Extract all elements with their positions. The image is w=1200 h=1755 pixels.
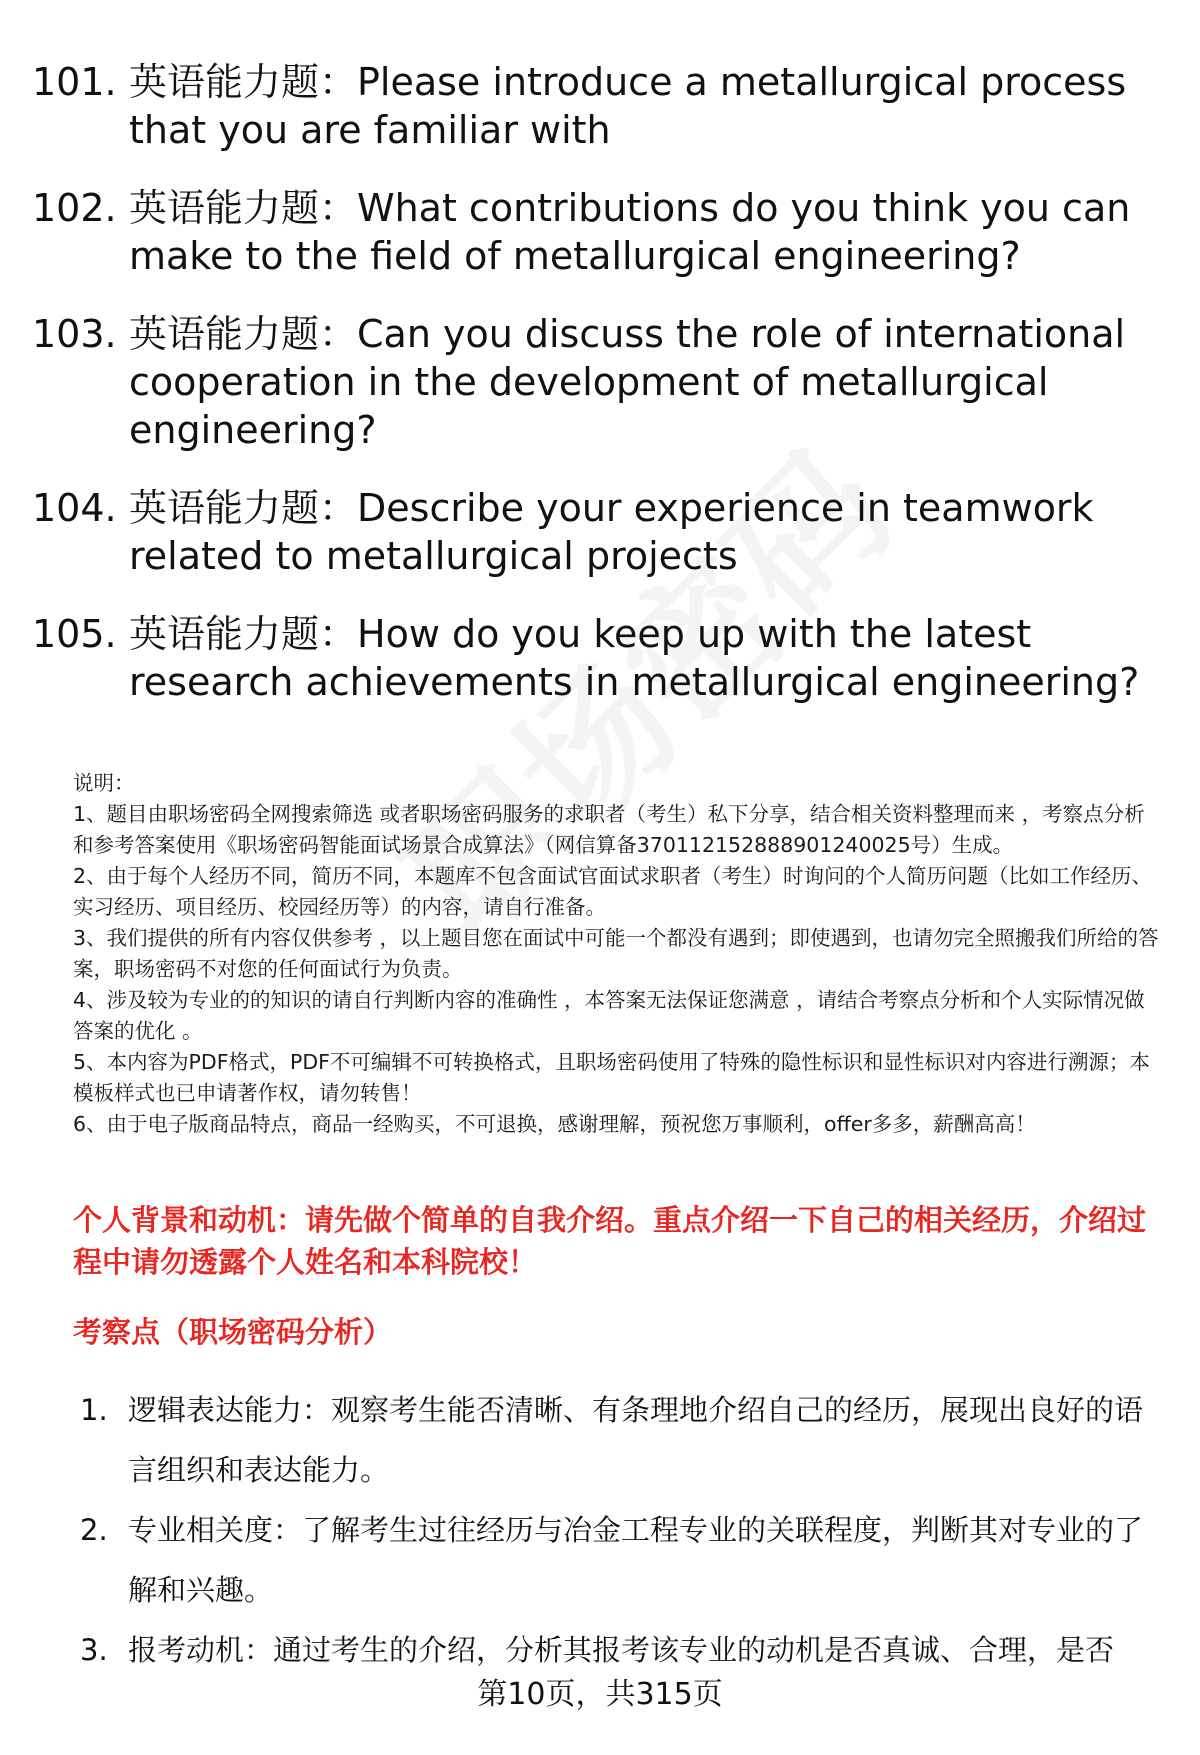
note-item: 5、本内容为PDF格式，PDF不可编辑不可转换格式，且职场密码使用了特殊的隐性标识和显性标识对内容进行溯源；本模板样式也已申请著作权，请勿转售！ xyxy=(73,1050,1150,1105)
question-item xyxy=(32,610,1172,706)
question-item xyxy=(32,58,1172,154)
key-points-heading: 考察点（职场密码分析） xyxy=(73,1315,393,1349)
question-number: 104. xyxy=(32,486,117,530)
question-number: 102. xyxy=(32,186,117,230)
question-text: 英语能力题：Describe your experience in teamwork related to metallurgical projects xyxy=(129,486,1094,578)
question-item xyxy=(32,484,1172,580)
key-point-number: 3. xyxy=(80,1633,108,1667)
question-number: 101. xyxy=(32,60,117,104)
key-point-number: 1. xyxy=(80,1393,108,1427)
question-text: 英语能力题：Please introduce a metallurgical process that you are familiar with xyxy=(129,60,1127,152)
key-point-item xyxy=(80,1620,1170,1680)
question-item xyxy=(32,184,1172,280)
note-item: 3、我们提供的所有内容仅供参考 ，以上题目您在面试中可能一个都没有遇到；即使遇到，也请勿完全照搬我们所给的答案，职场密码不对您的任何面试行为负责。 xyxy=(73,926,1159,981)
question-number: 103. xyxy=(32,312,117,356)
question-number: 105. xyxy=(32,612,117,656)
key-point-number: 2. xyxy=(80,1513,108,1547)
question-text: 英语能力题：Can you discuss the role of international cooperation in the development of metallurgical engineering? xyxy=(129,312,1126,452)
question-text: 英语能力题：How do you keep up with the latest research achievements in metallurgical engineering? xyxy=(129,612,1140,704)
key-points-list xyxy=(80,1380,1170,1680)
key-point-item xyxy=(80,1500,1170,1620)
question-list xyxy=(32,58,1172,736)
note-item: 2、由于每个人经历不同，简历不同，本题库不包含面试官面试求职者（考生）时询问的个人简历问题（比如工作经历、实习经历、项目经历、校园经历等）的内容，请自行准备。 xyxy=(73,864,1153,919)
question-item xyxy=(32,310,1172,454)
key-point-text: 报考动机：通过考生的介绍，分析其报考该专业的动机是否真诚、合理，是否 xyxy=(128,1633,1115,1667)
key-point-text: 专业相关度：了解考生过往经历与冶金工程专业的关联程度，判断其对专业的了解和兴趣。 xyxy=(128,1513,1144,1607)
question-text: 英语能力题：What contributions do you think you can make to the field of metallurgical engineering? xyxy=(129,186,1131,278)
note-item: 1、题目由职场密码全网搜索筛选 或者职场密码服务的求职者（考生）私下分享，结合相关资料整理而来 ，考察点分析和参考答案使用《职场密码智能面试场景合成算法》（网信算备370112152888901240025号）生成。 xyxy=(73,802,1145,857)
key-point-item xyxy=(80,1380,1170,1500)
page-footer: 第10页，共315页 xyxy=(477,1677,723,1712)
note-item: 4、涉及较为专业的的知识的请自行判断内容的准确性 ，本答案无法保证您满意 ，请结合考察点分析和个人实际情况做答案的优化 。 xyxy=(73,988,1145,1043)
motivation-question: 个人背景和动机：请先做个简单的自我介绍。重点介绍一下自己的相关经历，介绍过程中请勿透露个人姓名和本科院校！ xyxy=(73,1203,1147,1279)
notes-title: 说明： xyxy=(73,771,135,795)
key-point-text: 逻辑表达能力：观察考生能否清晰、有条理地介绍自己的经历，展现出良好的语言组织和表达能力。 xyxy=(128,1393,1144,1487)
note-item: 6、由于电子版商品特点，商品一经购买，不可退换，感谢理解，预祝您万事顺利，offer多多，薪酬高高！ xyxy=(73,1112,1036,1136)
notes-section xyxy=(73,768,1163,1140)
